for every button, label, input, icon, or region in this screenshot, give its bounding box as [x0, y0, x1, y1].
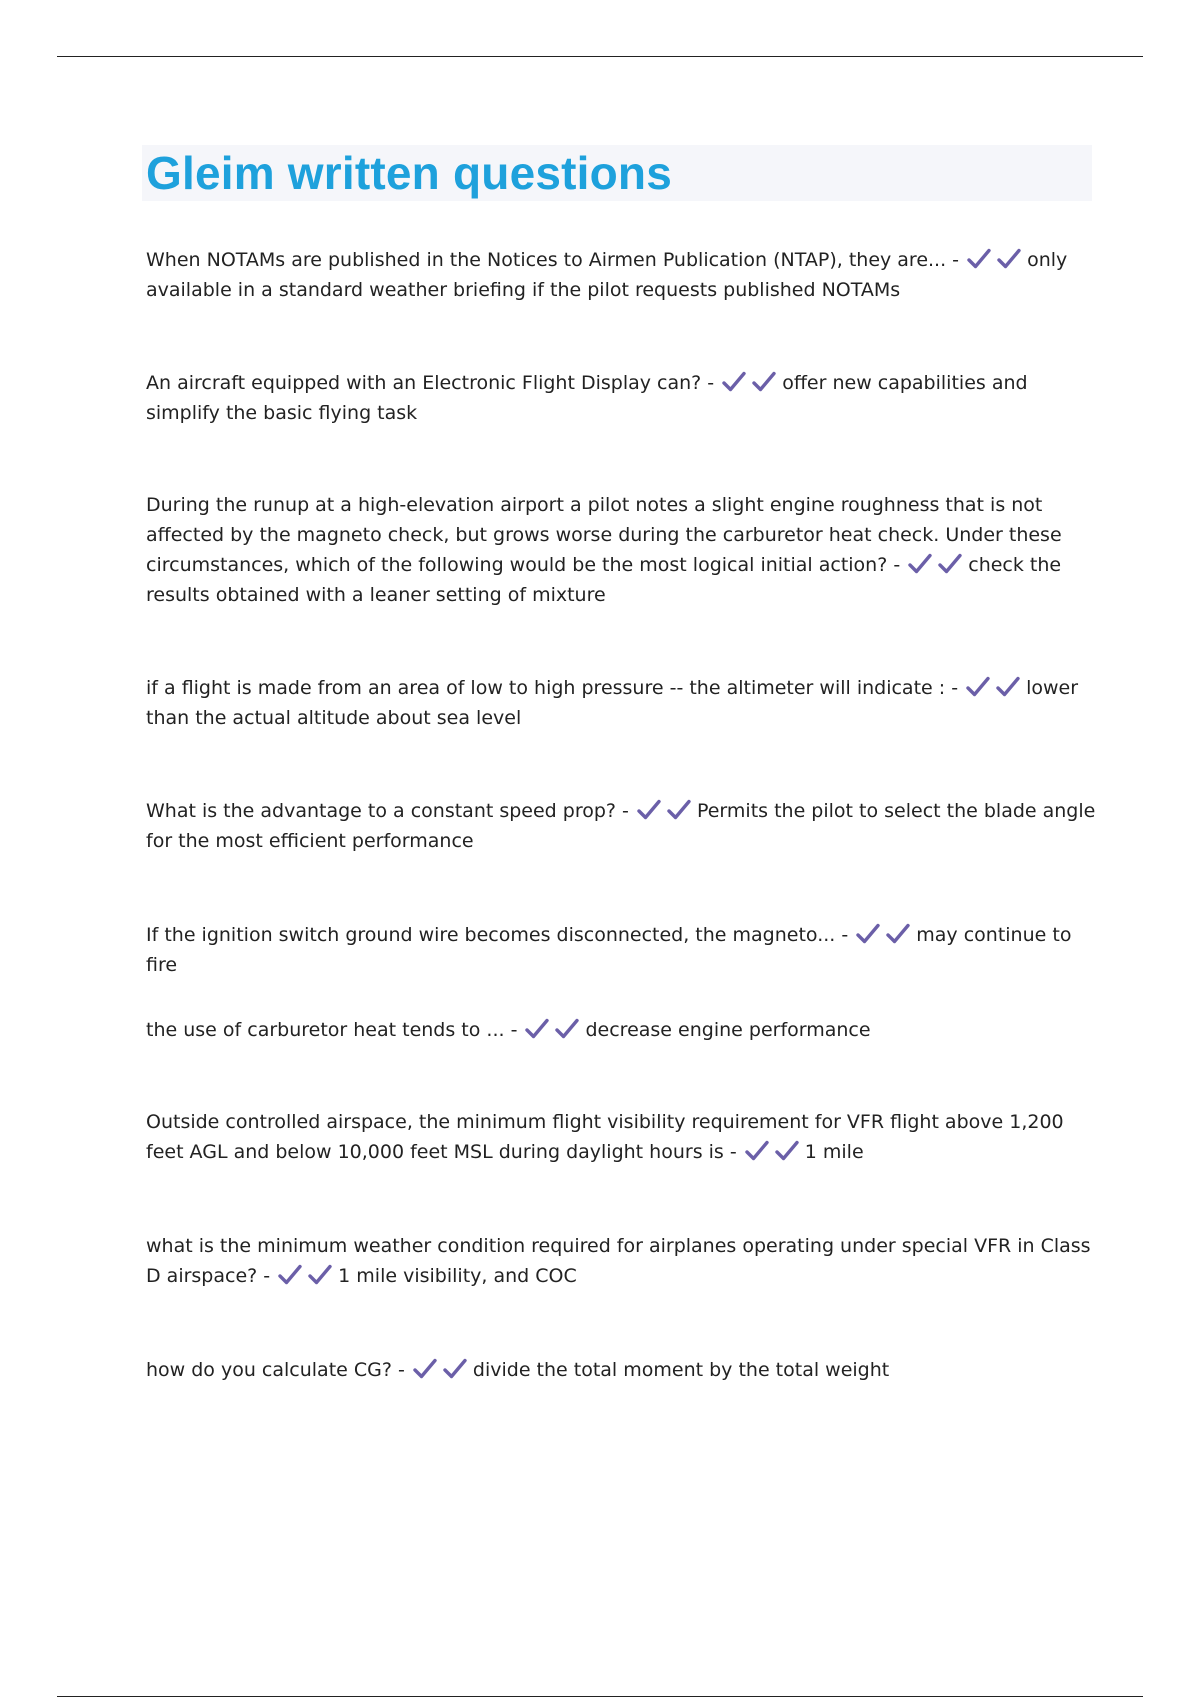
answer-text: 1 mile: [804, 1141, 864, 1163]
check-icon: [308, 1264, 332, 1286]
check-icon: [886, 923, 910, 945]
question-text: If the ignition switch ground wire becomes disconnected, the magneto...: [146, 924, 836, 946]
check-icon: [637, 799, 661, 821]
question-text: what is the minimum weather condition required for airplanes operating under special VFR in Class D airspace?: [146, 1235, 1091, 1287]
qa-item-2: [146, 368, 1096, 428]
check-icon: [722, 371, 746, 393]
qa-item-10: [146, 1355, 1096, 1385]
separator: -: [257, 1265, 277, 1287]
check-icon: [667, 799, 691, 821]
check-icon: [745, 1140, 769, 1162]
qa-item-4: [146, 673, 1096, 733]
answer-text: decrease engine performance: [585, 1019, 871, 1041]
separator: -: [946, 249, 966, 271]
question-text: During the runup at a high-elevation airport a pilot notes a slight engine roughness that is not affected by the magneto check, but grows worse during the carburetor heat check. Under these circumstances, which of the following would be the most logical initial action?: [146, 494, 1062, 576]
separator: -: [701, 372, 721, 394]
check-icon: [413, 1358, 437, 1380]
qa-item-9: [146, 1231, 1096, 1291]
document-title: Gleim written questions: [146, 147, 673, 199]
separator: -: [945, 677, 965, 699]
check-icon: [856, 923, 880, 945]
separator: -: [723, 1141, 743, 1163]
qa-item-5: [146, 796, 1096, 856]
question-text: Outside controlled airspace, the minimum flight visibility requirement for VFR flight above 1,200 feet AGL and below 10,000 feet MSL during daylight hours is: [146, 1111, 1064, 1163]
bottom-rule: [57, 1696, 1143, 1697]
answer-text: check the results obtained with a leaner setting of mixture: [146, 554, 1062, 606]
separator: -: [504, 1019, 524, 1041]
answer-text: divide the total moment by the total weight: [472, 1359, 890, 1381]
check-icon: [908, 553, 932, 575]
top-rule: [57, 56, 1143, 57]
qa-item-8: [146, 1107, 1096, 1167]
qa-item-6: [146, 920, 1096, 980]
answer-text: Permits the pilot to select the blade angle for the most efficient performance: [146, 800, 1096, 852]
check-icon: [996, 676, 1020, 698]
question-text: What is the advantage to a constant speed prop?: [146, 800, 617, 822]
check-icon: [555, 1018, 579, 1040]
check-icon: [997, 248, 1021, 270]
answer-text: may continue to fire: [146, 924, 1072, 976]
check-icon: [752, 371, 776, 393]
answer-text: offer new capabilities and simplify the basic flying task: [146, 372, 1028, 424]
separator: -: [835, 924, 855, 946]
answer-text: 1 mile visibility, and COC: [338, 1265, 577, 1287]
check-icon: [775, 1140, 799, 1162]
qa-item-3: [146, 490, 1096, 610]
question-text: the use of carburetor heat tends to ...: [146, 1019, 505, 1041]
separator: -: [616, 800, 635, 822]
question-text: if a flight is made from an area of low to high pressure -- the altimeter will indicate :: [146, 677, 946, 699]
check-icon: [938, 553, 962, 575]
question-text: how do you calculate CG?: [146, 1359, 392, 1381]
check-icon: [967, 248, 991, 270]
check-icon: [966, 676, 990, 698]
answer-text: lower than the actual altitude about sea level: [146, 677, 1079, 729]
qa-item-1: [146, 245, 1096, 305]
qa-item-7: [146, 1015, 1096, 1045]
question-text: When NOTAMs are published in the Notices to Airmen Publication (NTAP), they are...: [146, 249, 947, 271]
separator: -: [887, 554, 907, 576]
check-icon: [443, 1358, 467, 1380]
check-icon: [525, 1018, 549, 1040]
answer-text: only available in a standard weather briefing if the pilot requests published NOTAMs: [146, 249, 1068, 301]
check-icon: [278, 1264, 302, 1286]
separator: -: [391, 1359, 411, 1381]
question-text: An aircraft equipped with an Electronic Flight Display can?: [146, 372, 702, 394]
